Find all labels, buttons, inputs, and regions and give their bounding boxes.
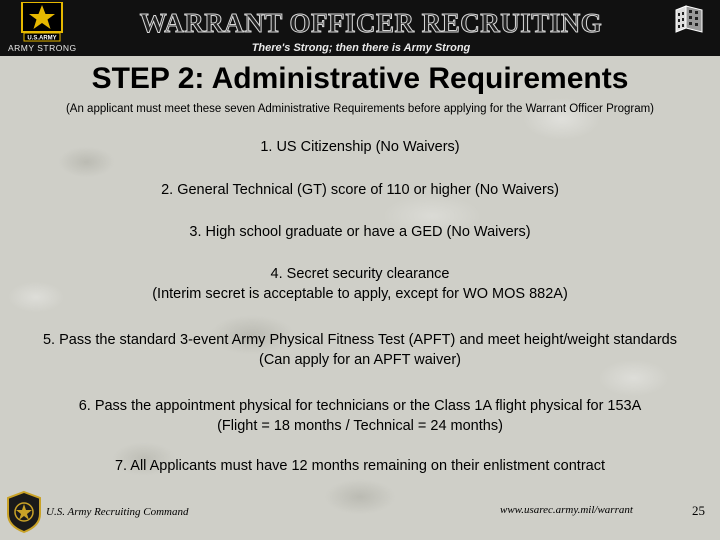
slide-title: STEP 2: Administrative Requirements — [91, 62, 629, 95]
slide-subtitle: (An applicant must meet these seven Administrative Requirements before applying for the Warrant Officer Program) — [65, 103, 655, 115]
page-number: 25 — [692, 503, 705, 518]
requirement-text: 6. Pass the appointment physical for technicians or the Class 1A flight physical for 153A — [78, 398, 642, 414]
requirement-6 — [0, 396, 720, 436]
header-bar — [0, 0, 720, 56]
requirement-note: (Flight = 18 months / Technical = 24 months) — [217, 418, 503, 434]
requirement-5 — [0, 330, 720, 370]
building-icon — [672, 2, 706, 36]
svg-text:U.S.ARMY: U.S.ARMY — [27, 35, 57, 42]
requirement-7 — [0, 456, 720, 476]
requirement-1 — [0, 137, 720, 157]
requirement-note: (Interim secret is acceptable to apply, except for WO MOS 882A) — [152, 286, 568, 302]
requirement-3 — [0, 222, 720, 242]
requirement-4 — [0, 264, 720, 304]
header-tagline: There's Strong; then there is Army Strong — [251, 42, 471, 54]
footer-command: U.S. Army Recruiting Command — [46, 506, 189, 518]
requirement-text: 4. Secret security clearance — [270, 266, 450, 282]
requirement-text: 3. High school graduate or have a GED (No Waivers) — [189, 224, 531, 240]
army-strong-label: ARMY STRONG — [8, 43, 77, 53]
header-title: WARRANT OFFICER RECRUITING — [139, 8, 603, 38]
requirement-text: 7. All Applicants must have 12 months remaining on their enlistment contract — [114, 458, 606, 474]
footer-url[interactable]: www.usarec.army.mil/warrant — [500, 504, 633, 516]
requirement-text: 5. Pass the standard 3-event Army Physical Fitness Test (APFT) and meet height/weight standards — [42, 332, 677, 348]
requirement-2 — [0, 180, 720, 200]
requirement-text: 2. General Technical (GT) score of 110 or higher (No Waivers) — [161, 182, 559, 198]
recruiting-command-seal-icon — [4, 490, 44, 534]
requirement-note: (Can apply for an APFT waiver) — [258, 352, 461, 368]
requirement-text: 1. US Citizenship (No Waivers) — [260, 139, 460, 155]
